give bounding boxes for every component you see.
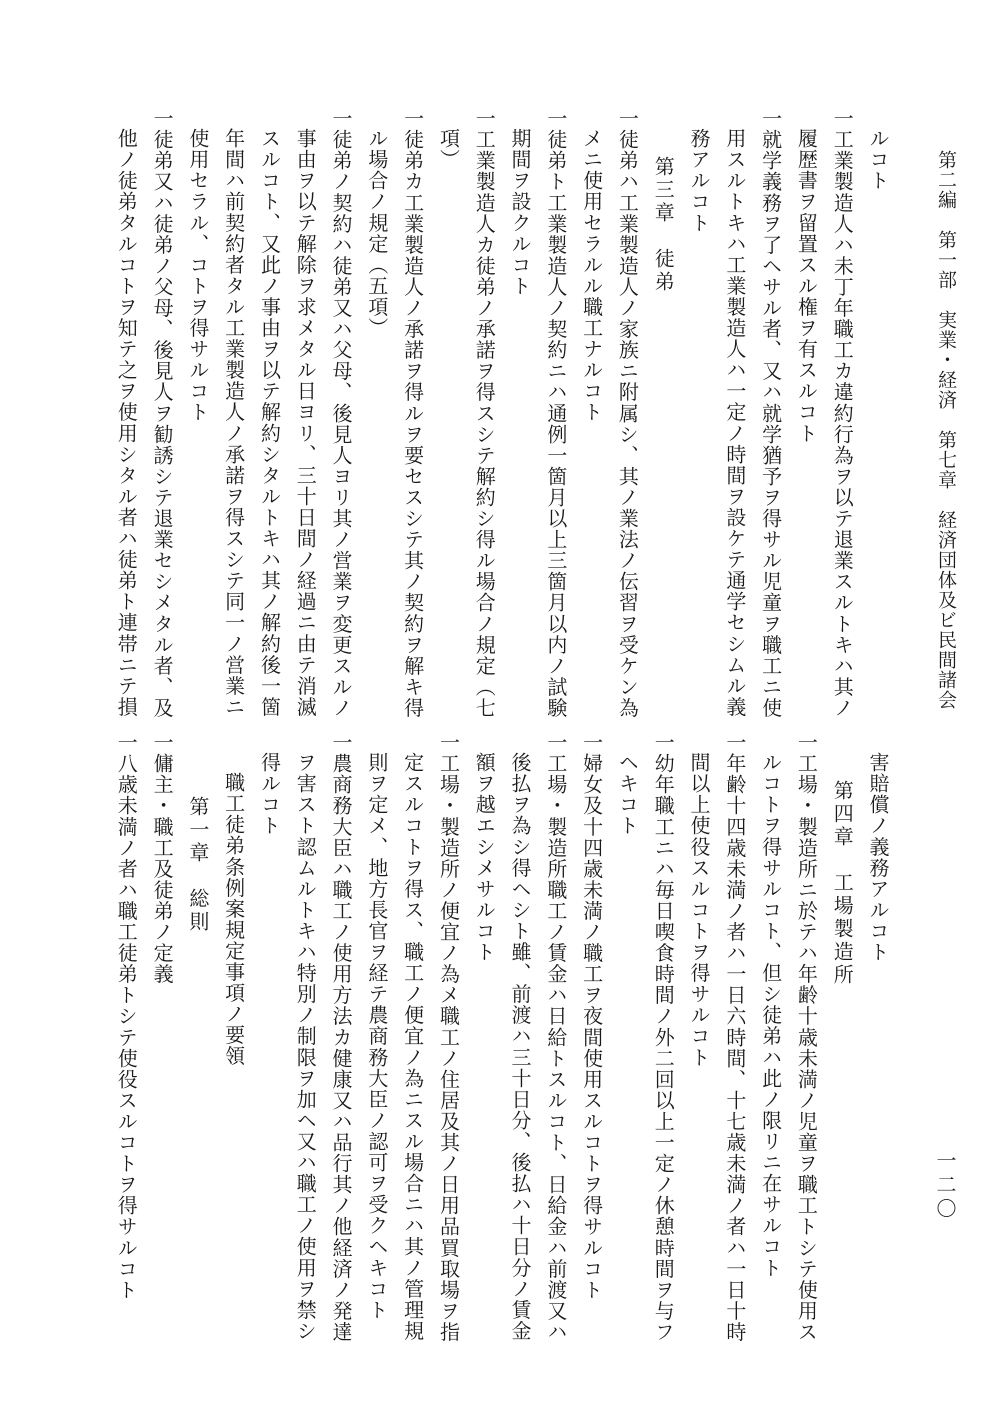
- text-line: ル場合ノ規定（五項）: [364, 128, 389, 339]
- text-line: 一徒弟ト工業製造人ノ契約ニハ通例一箇月以上三箇月以内ノ試験: [543, 108, 568, 719]
- text-line: 一工場・製造所ノ便宜ノ為メ職工ノ住居及其ノ日用品買取場ヲ指: [436, 732, 461, 1343]
- text-line: 一工場・製造所ニ於テハ年齢十歳未満ノ児童ヲ職工トシテ使用ス: [794, 732, 819, 1343]
- text-line: 一徒弟カ工業製造人ノ承諾ヲ得ルヲ要セスシテ其ノ契約ヲ解キ得: [400, 108, 425, 719]
- running-head: 第二編 第一部 実業・経済 第七章 経済団体及ビ民間諸会: [935, 150, 957, 710]
- text-block-top: [100, 108, 895, 719]
- text-line: 一徒弟ハ工業製造人ノ家族ニ附属シ、其ノ業法ノ伝習ヲ受ケン為: [615, 108, 640, 719]
- chapter-heading: 第一章 総則: [185, 796, 210, 934]
- text-line: 事由ヲ以テ解除ヲ求メタル日ヨリ、三十日間ノ経過ニ由テ消滅: [293, 128, 318, 718]
- text-line: 期間ヲ設クルコト: [508, 128, 533, 297]
- text-line: ヲ害スト認ムルトキハ特別ノ制限ヲ加ヘ又ハ職工ノ使用ヲ禁シ: [293, 752, 318, 1342]
- text-line: 使用セラル、コトヲ得サルコト: [185, 128, 210, 423]
- chapter-heading: 第四章 工場製造所: [830, 780, 855, 987]
- text-line: 一就学義務ヲ了ヘサル者、又ハ就学猶予ヲ得サル児童ヲ職工ニ使: [758, 108, 783, 719]
- text-line: ルコトヲ得サルコト、但シ徒弟ハ此ノ限リニ在サルコト: [758, 752, 783, 1279]
- text-line: 用スルトキハ工業製造人ハ一定ノ時間ヲ設ケテ通学セシムル義: [722, 128, 747, 718]
- text-line: 一工業製造人カ徒弟ノ承諾ヲ得スシテ解約シ得ル場合ノ規定（七: [472, 108, 497, 719]
- text-line: 則ヲ定メ、地方長官ヲ経テ農商務大臣ノ認可ヲ受クヘキコト: [364, 752, 389, 1321]
- text-line: メニ使用セラルル職工ナルコト: [579, 128, 604, 423]
- text-line: 定スルコトヲ得ス、職工ノ便宜ノ為ニスル場合ニハ其ノ管理規: [400, 752, 425, 1342]
- text-line: 一年齢十四歳未満ノ者ハ一日六時間、十七歳未満ノ者ハ一日十時: [722, 732, 747, 1343]
- text-line: 一徒弟又ハ徒弟ノ父母、後見人ヲ勧誘シテ退業セシメタル者、及: [150, 108, 175, 719]
- text-line: 間以上使役スルコトヲ得サルコト: [687, 752, 712, 1068]
- section-title: 職工徒弟条例案規定事項ノ要領: [221, 772, 246, 1067]
- text-line: ヘキコト: [615, 752, 640, 837]
- text-line: 害賠償ノ義務アルコト: [866, 752, 890, 963]
- text-line: 履歴書ヲ留置スル権ヲ有スルコト: [794, 128, 819, 444]
- text-line: 額ヲ越エシメサルコト: [472, 752, 497, 963]
- text-line: 年間ハ前契約者タル工業製造人ノ承諾ヲ得スシテ同一ノ営業ニ: [221, 128, 246, 718]
- text-block-bottom: [70, 732, 895, 1343]
- text-line: 一工業製造人ハ未丁年職工カ違約行為ヲ以テ退業スルトキハ其ノ: [830, 108, 855, 719]
- text-line: 一傭主・職工及徒弟ノ定義: [150, 732, 175, 985]
- page-number: 一二〇: [933, 1150, 957, 1222]
- text-line: 一工場・製造所職工ノ賃金ハ日給トスルコト、日給金ハ前渡又ハ: [543, 732, 568, 1343]
- text-line: 一農商務大臣ハ職工ノ使用方法カ健康又ハ品行其ノ他経済ノ発達: [329, 732, 354, 1343]
- text-line: 一八歳未満ノ者ハ職工徒弟トシテ使役スルコトヲ得サルコト: [114, 732, 139, 1301]
- text-line: 一幼年職工ニハ毎日喫食時間ノ外二回以上一定ノ休憩時間ヲ与フ: [651, 732, 676, 1343]
- text-line: 他ノ徒弟タルコトヲ知テ之ヲ使用シタル者ハ徒弟ト連帯ニテ損: [114, 128, 139, 718]
- text-line: ルコト: [866, 128, 890, 192]
- text-line: 務アルコト: [687, 128, 712, 234]
- chapter-heading: 第三章 徒弟: [651, 156, 676, 294]
- text-line: 得ルコト: [257, 752, 282, 837]
- text-line: 項）: [436, 128, 461, 171]
- text-line: 後払ヲ為シ得ヘシト雖、前渡ハ三十日分、後払ハ十日分ノ賃金: [508, 752, 533, 1342]
- text-line: 一婦女及十四歳未満ノ職工ヲ夜間使用スルコトヲ得サルコト: [579, 732, 604, 1301]
- text-line: 一徒弟ノ契約ハ徒弟又ハ父母、後見人ヨリ其ノ営業ヲ変更スルノ: [329, 108, 354, 719]
- text-line: スルコト、又此ノ事由ヲ以テ解約シタルトキハ其ノ解約後一箇: [257, 128, 282, 718]
